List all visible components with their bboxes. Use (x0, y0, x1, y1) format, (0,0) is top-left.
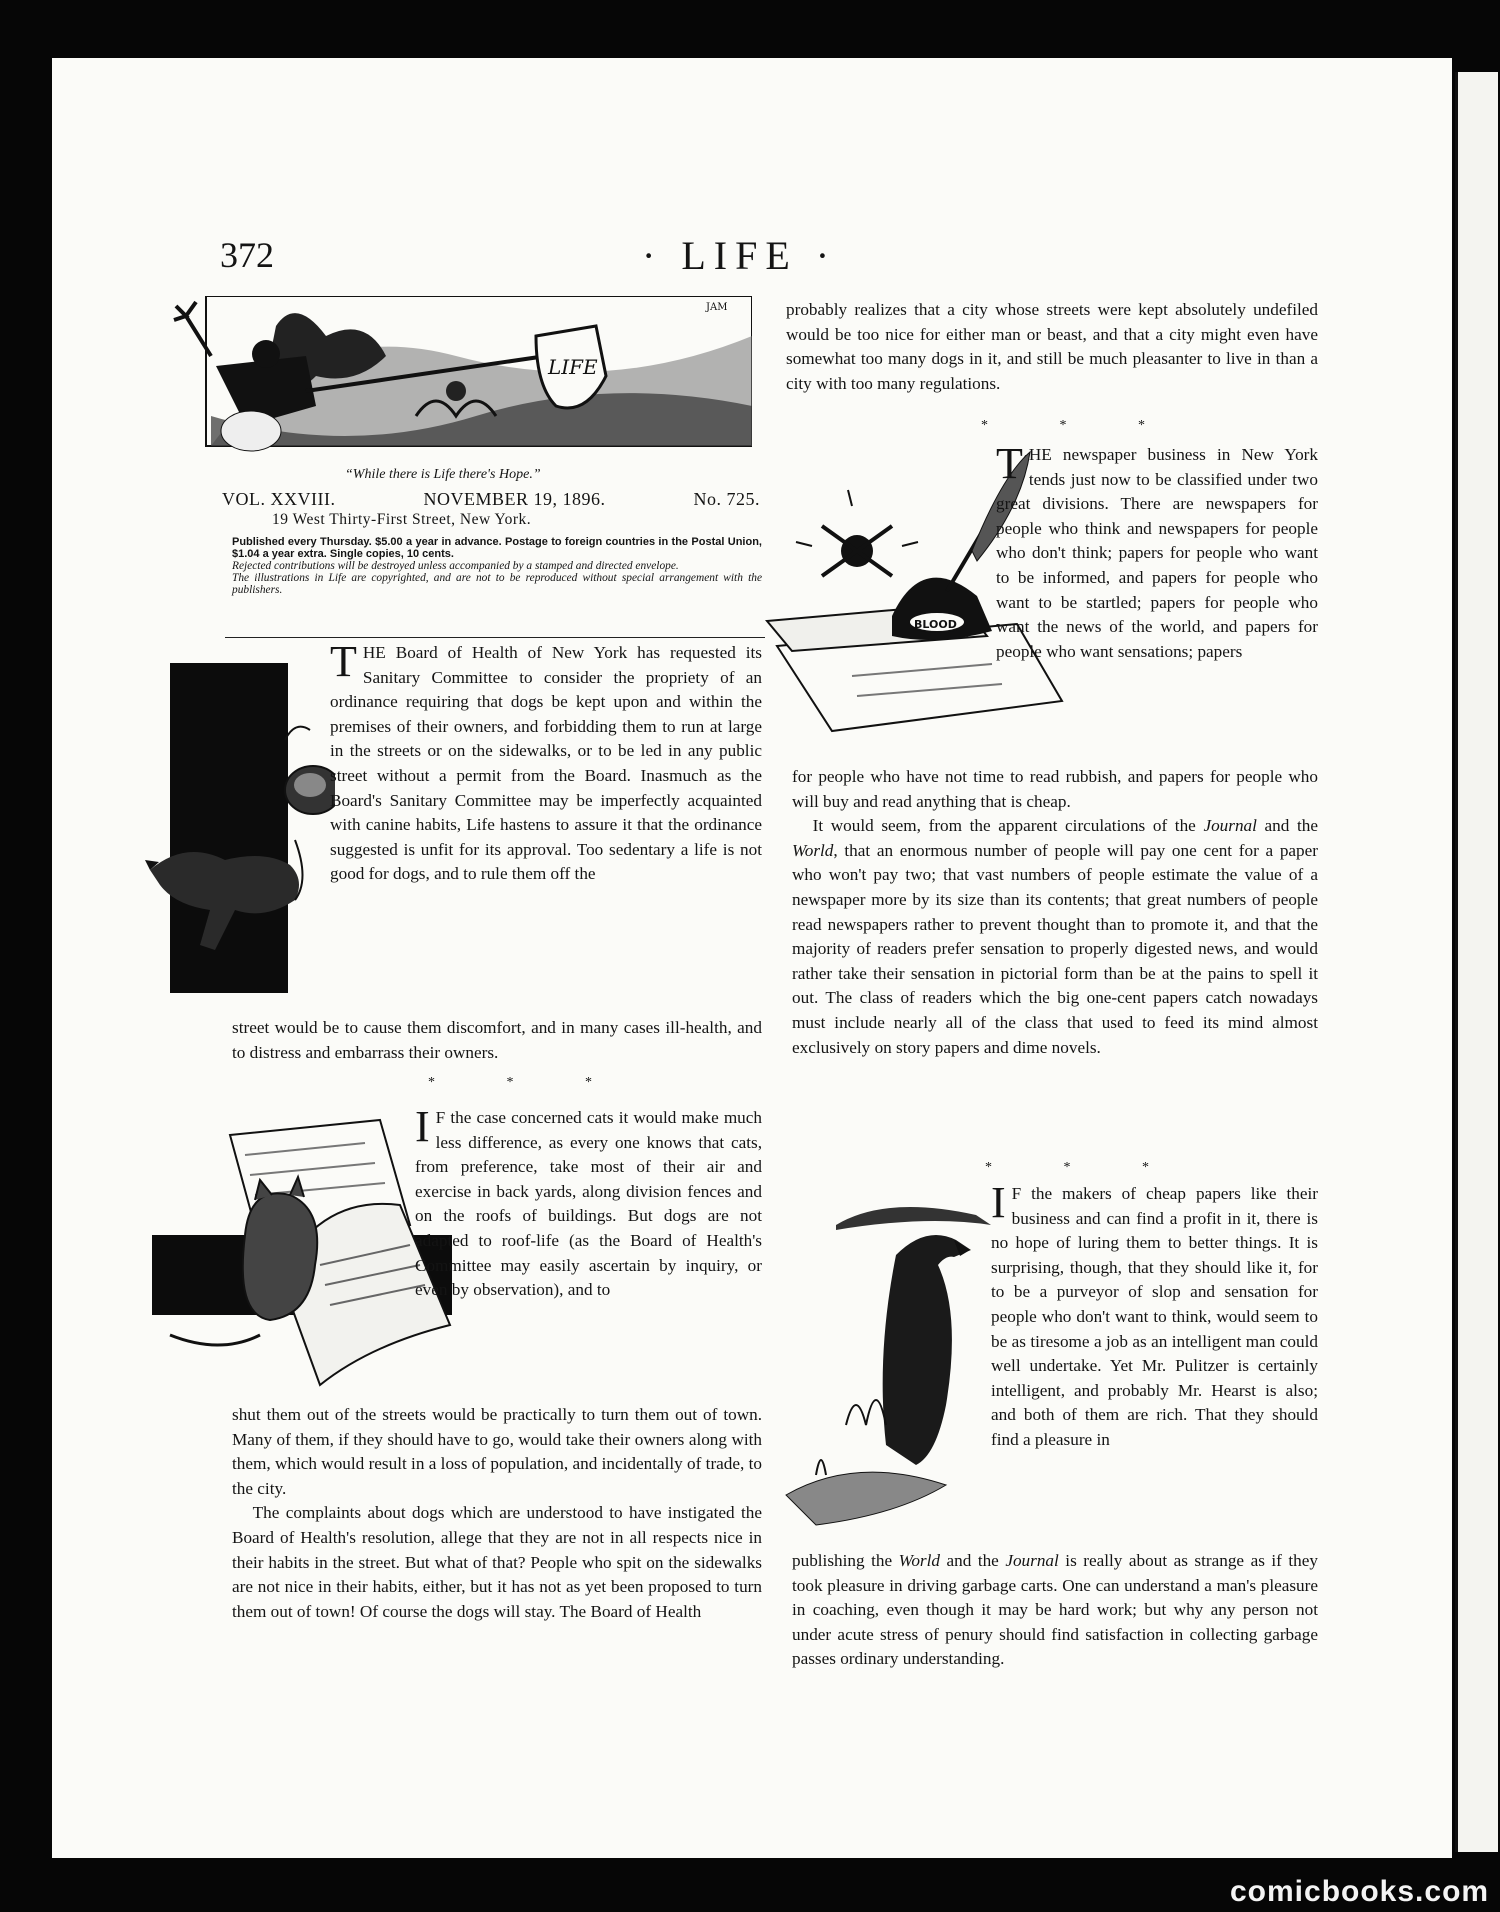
article-newspapers-continued (792, 765, 1318, 1060)
article-dogs-full-text: street would be to cause them discomfort, and in many cases ill-health, and to distress and embarrass their owners. (232, 1018, 762, 1062)
article-newspapers-intro (996, 439, 1318, 664)
copyright-note: The illustrations in Life are copyrighted, and are not to be reproduced without special arrangement with the publishers. (232, 572, 762, 596)
banner-signature: JAM (706, 302, 728, 313)
article-newspapers-full-text: for people who have not time to read rubbish, and papers for people who will buy and read anything that is cheap. (792, 767, 1318, 811)
dog-illustration (145, 660, 335, 1000)
drop-cap-t: T (330, 637, 357, 686)
cheap-papers-text-b: and the (939, 1551, 1006, 1570)
article-dogs-wrap-text: HE Board of Health of New York has requested its Sanitary Committee to consider the propriety of an ordinance requiring that dogs be kept upon and within the premises of their owners, and forbidding them to run at large in the streets or on the sidewalks, or to be led in any public street without a permit from the Board. Inasmuch as the Board's Sanitary Committee may be imperfectly acquainted with canine habits, Life hastens to assure it that the ordinance suggested is unfit for its approval. Too sedentary a life is not good for dogs, and to rule them off the (330, 643, 762, 884)
masthead-line (222, 489, 760, 510)
publisher-address: 19 West Thirty-First Street, New York. (272, 511, 532, 528)
section-separator: * * * (428, 1075, 626, 1090)
article-cheap-papers-wrap-text: F the makers of cheap papers like their business and can find a profit in it, there is no hope of luring them to better things. It is surprising, though, that they should like it, for to be a purveyor of slop and sensation for people who don't want to think, would seem to be as tiresome a job as an intelligent man could well undertake. Yet Mr. Pulitzer is certainly intelligent, and probably Mr. Hearst is also; and both of them are rich. That they should find a pleasure in (991, 1184, 1318, 1449)
drop-cap-i: I (415, 1102, 430, 1151)
volume-label: VOL. XXVIII. (222, 489, 336, 509)
circulation-text-c: , that an enormous number of people will pay one cent for a paper who won't pay two; that vast numbers of people estimate the value of a newspaper more by its size than its contents; that great numbers of people read newspapers rather to prevent thought than to promote it, and that the majority of readers prefer sensation to properly digested news, and would rather take their sensation in pictorial form than be at the pains to spell it out. The class of readers which the big one-cent papers catch nowadays must include nearly all of the class that used to feed its mind almost exclusively on story papers and dime novels. (792, 840, 1318, 1057)
article-cats-continued (232, 1403, 762, 1624)
banner-shield-text: LIFE (548, 355, 598, 379)
masthead-rule (225, 637, 765, 638)
article-complaints-paragraph: The complaints about dogs which are understood to have instigated the Board of Health's resolution, allege that they are not in all respects nice in their habits in the street. But what of that? People who spit on the sidewalks are not nice in their habits, either, but it has not as yet been proposed to turn them out of town! Of course the dogs will stay. The Board of Health (232, 1503, 762, 1621)
masthead-motto: “While there is Life there's Hope.” (345, 467, 541, 482)
world-title: World (898, 1551, 940, 1570)
inkwell-label: BLOOD (914, 618, 957, 631)
issue-number: No. 725. (693, 489, 760, 509)
circulation-text-a: It would seem, from the apparent circulations of the (812, 816, 1204, 836)
page-number: 372 (220, 235, 274, 275)
article-cheap-papers-full-text (792, 1549, 1318, 1672)
dogs-conclusion-text: probably realizes that a city whose streets were kept absolutely undefiled would be too nice for either man or beast, and that a city might even have somewhat too many dogs in it, and still be much pleasanter to live in than a city with too many regulations. (786, 300, 1318, 393)
page-title: · LIFE · (642, 233, 838, 278)
article-dogs-conclusion (786, 298, 1318, 396)
site-watermark: comicbooks.com (1230, 1875, 1490, 1908)
article-dogs-continued (232, 1016, 762, 1065)
banner-illustration (156, 296, 752, 468)
article-circulation-paragraph (792, 814, 1318, 1060)
vulture-illustration (776, 1195, 1011, 1540)
article-newspapers-wrap-text: HE newspaper business in New York tends just now to be classified under two great divisions. There are newspapers for people who think and newspapers for people who don't think; papers for people who want to be informed, and papers for people who want to be startled; papers for people who want the news of the world, and papers for people who want sensations; papers (996, 445, 1318, 661)
cheap-papers-text-a: publishing the (792, 1551, 899, 1570)
article-cats-intro (415, 1102, 762, 1303)
section-separator: * * * (985, 1160, 1183, 1175)
publication-notes (232, 536, 762, 596)
cheap-papers-text-c: is really about as strange as if they took pleasure in driving garbage carts. One can understand a man's pleasure in coaching, even though it may be hard work; but why any person not under acute stress of penury should find satisfaction in collecting garbage passes ordinary understanding. (792, 1551, 1318, 1669)
article-cheap-papers-intro (991, 1178, 1318, 1453)
adjacent-page-edge (1455, 72, 1498, 1852)
drop-cap-i: I (991, 1178, 1006, 1227)
drop-cap-t: T (996, 439, 1023, 488)
journal-title: Journal (1005, 1551, 1059, 1570)
article-dogs-intro (330, 637, 762, 887)
circulation-text-b: and the (1256, 816, 1318, 836)
subscription-note: Published every Thursday. $5.00 a year in advance. Postage to foreign countries in the Postal Union, $1.04 a year extra. Single copies, 10 cents. (232, 536, 762, 560)
article-cats-full-text: shut them out of the streets would be practically to turn them out of town. Many of them, if they should have to go, would take their owners along with them, which would result in a loss of population, and incidentally of trade, to the city. (232, 1405, 762, 1498)
article-cats-wrap-text: F the case concerned cats it would make much less difference, as every one knows that cats, from preference, take most of their air and exercise in back yards, along division fences and on the roofs of buildings. But dogs are not adapted to roof-life (as the Board of Health's Committee may easily ascertain by inquiry, or even by observation), and to (415, 1108, 762, 1300)
article-cheap-papers-continued (792, 1549, 1318, 1672)
section-separator: * * * (981, 418, 1179, 433)
journal-title: Journal (1203, 816, 1257, 836)
rejected-contributions-note: Rejected contributions will be destroyed unless accompanied by a stamped and directed envelope. (232, 560, 679, 572)
issue-date: NOVEMBER 19, 1896. (423, 489, 606, 509)
world-title: World (792, 840, 834, 860)
